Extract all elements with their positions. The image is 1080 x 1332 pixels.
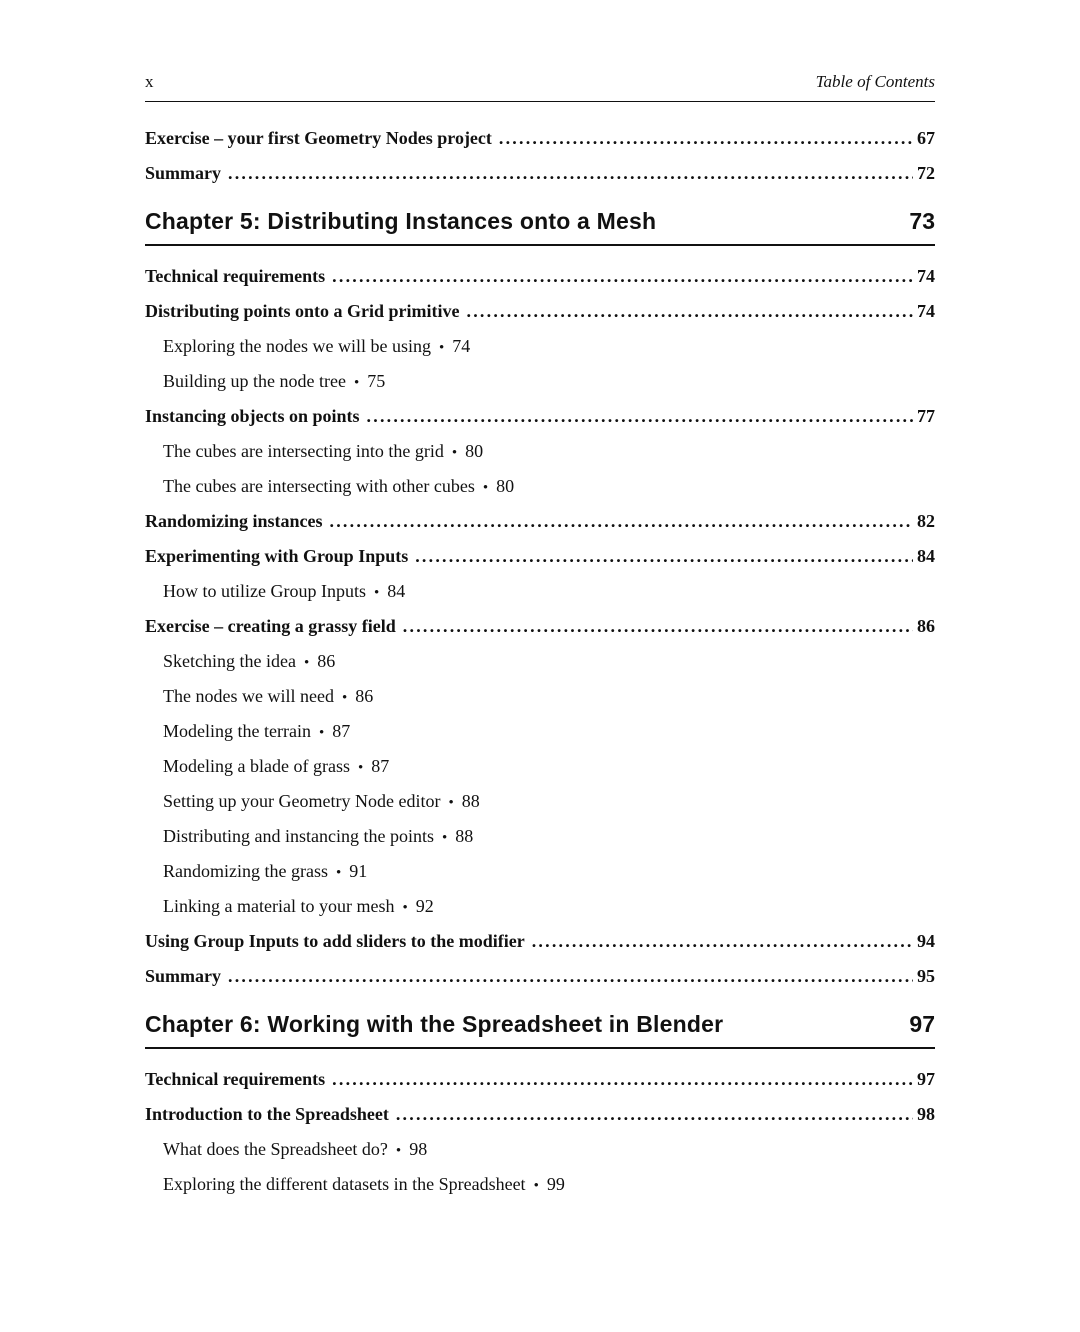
toc-entry-label: What does the Spreadsheet do? xyxy=(163,1139,388,1159)
toc-entry-page-number: 84 xyxy=(917,546,935,566)
toc-entry xyxy=(145,574,935,609)
toc-entry xyxy=(145,329,935,364)
bullet-separator: • xyxy=(395,1143,402,1159)
toc-entry xyxy=(145,1097,935,1132)
toc-entry-page-number: 82 xyxy=(917,511,935,531)
toc-entry-label: Exploring the nodes we will be using xyxy=(163,336,431,356)
dot-leader xyxy=(332,259,913,294)
dot-leader xyxy=(332,1062,913,1097)
toc-entry-page-number: 86 xyxy=(355,686,374,706)
toc-entry-label: The cubes are intersecting with other cubes xyxy=(163,476,475,496)
toc-entry-page-number: 99 xyxy=(546,1174,565,1194)
dot-leader xyxy=(467,294,913,329)
toc-entry-label: Exercise – your first Geometry Nodes project xyxy=(145,128,492,148)
chapter-page-number: 97 xyxy=(909,1011,935,1037)
chapter-title: Chapter 5: Distributing Instances onto a Mesh xyxy=(145,208,657,234)
dot-leader xyxy=(415,539,913,574)
dot-leader xyxy=(532,924,913,959)
toc-entry xyxy=(145,609,935,644)
bullet-separator: • xyxy=(402,900,408,916)
toc-entry-label: Distributing and instancing the points xyxy=(163,826,434,846)
toc-entry xyxy=(145,1132,935,1167)
toc-entry xyxy=(145,819,935,854)
toc-entry-page-number: 87 xyxy=(332,721,351,741)
bullet-separator: • xyxy=(303,655,310,671)
toc-entry xyxy=(145,121,935,156)
toc-entry-page-number: 80 xyxy=(465,441,484,461)
toc-entry-page-number: 80 xyxy=(496,476,515,496)
toc-entry xyxy=(145,469,935,504)
toc-entry-page-number: 95 xyxy=(917,966,935,986)
toc-entry-label: The cubes are intersecting into the grid xyxy=(163,441,444,461)
toc-entry xyxy=(145,156,935,191)
toc-entry-label: Sketching the idea xyxy=(163,651,296,671)
toc-entry-page-number: 98 xyxy=(409,1139,428,1159)
toc-entry-page-number: 94 xyxy=(917,931,935,951)
dot-leader xyxy=(499,121,913,156)
toc-entry xyxy=(145,539,935,574)
bullet-separator: • xyxy=(451,445,458,461)
toc-entry-page-number: 86 xyxy=(917,616,935,636)
toc-entry-label: Summary xyxy=(145,966,221,986)
toc-entry-label: Exploring the different datasets in the Spreadsheet xyxy=(163,1174,526,1194)
bullet-separator: • xyxy=(335,865,342,881)
toc-entry-label: How to utilize Group Inputs xyxy=(163,581,366,601)
chapter-heading xyxy=(145,1011,935,1049)
toc-entry xyxy=(145,749,935,784)
toc-entry xyxy=(145,504,935,539)
toc-entry-label: Exercise – creating a grassy field xyxy=(145,616,396,636)
toc-entry xyxy=(145,714,935,749)
bullet-separator: • xyxy=(341,690,348,706)
bullet-separator: • xyxy=(353,375,360,391)
toc-entry xyxy=(145,679,935,714)
toc-entry xyxy=(145,644,935,679)
toc-entry xyxy=(145,364,935,399)
dot-leader xyxy=(367,399,913,434)
running-header xyxy=(145,72,935,102)
toc-entry xyxy=(145,924,935,959)
toc-entry-label: Experimenting with Group Inputs xyxy=(145,546,409,566)
toc-entry-page-number: 67 xyxy=(917,128,935,148)
dot-leader xyxy=(403,609,913,644)
toc-entry-label: Building up the node tree xyxy=(163,371,346,391)
toc-entry xyxy=(145,259,935,294)
dot-leader xyxy=(228,156,913,191)
bullet-separator: • xyxy=(448,795,454,811)
chapter-heading xyxy=(145,208,935,246)
toc-entry xyxy=(145,784,935,819)
toc-entry-page-number: 97 xyxy=(917,1069,935,1089)
toc-entry-label: Randomizing the grass xyxy=(163,861,328,881)
toc-entry-label: Summary xyxy=(145,163,221,183)
toc-entry xyxy=(145,294,935,329)
toc-entry xyxy=(145,959,935,994)
toc-entry-page-number: 72 xyxy=(917,163,935,183)
page-folio: x xyxy=(145,72,154,91)
toc-entry-label: Technical requirements xyxy=(145,266,326,286)
toc-entry-page-number: 75 xyxy=(367,371,386,391)
toc-entry-label: Modeling a blade of grass xyxy=(163,756,350,776)
toc-entry xyxy=(145,1062,935,1097)
toc-entry-label: Modeling the terrain xyxy=(163,721,311,741)
toc-entry-label: Randomizing instances xyxy=(145,511,323,531)
toc-entry-page-number: 86 xyxy=(317,651,336,671)
toc-entry-label: Technical requirements xyxy=(145,1069,326,1089)
toc-entry-page-number: 84 xyxy=(387,581,406,601)
toc-entry-label: Setting up your Geometry Node editor xyxy=(163,791,441,811)
toc-entry xyxy=(145,1167,935,1202)
toc-entry-page-number: 87 xyxy=(371,756,390,776)
toc-entry xyxy=(145,434,935,469)
toc-entry-page-number: 77 xyxy=(917,406,935,426)
toc-entry-label: Linking a material to your mesh xyxy=(163,896,395,916)
toc-entry-label: The nodes we will need xyxy=(163,686,334,706)
toc-entry-label: Using Group Inputs to add sliders to the modifier xyxy=(145,931,525,951)
chapter-title: Chapter 6: Working with the Spreadsheet in Blender xyxy=(145,1011,724,1037)
toc-entry-page-number: 98 xyxy=(917,1104,935,1124)
toc-entry-page-number: 91 xyxy=(349,861,368,881)
toc-entry xyxy=(145,889,935,924)
dot-leader xyxy=(330,504,913,539)
toc-entry-page-number: 92 xyxy=(415,896,434,916)
bullet-separator: • xyxy=(373,585,380,601)
bullet-separator: • xyxy=(438,340,445,356)
toc-entry-page-number: 88 xyxy=(455,826,474,846)
bullet-separator: • xyxy=(482,480,489,496)
toc xyxy=(145,102,935,1202)
toc-entry-page-number: 74 xyxy=(917,266,935,286)
toc-entry-label: Instancing objects on points xyxy=(145,406,360,426)
toc-entry-label: Introduction to the Spreadsheet xyxy=(145,1104,389,1124)
bullet-separator: • xyxy=(357,760,364,776)
toc-entry-page-number: 74 xyxy=(452,336,471,356)
bullet-separator: • xyxy=(318,725,325,741)
toc-entry-page-number: 74 xyxy=(917,301,935,321)
toc-entry xyxy=(145,399,935,434)
bullet-separator: • xyxy=(533,1178,539,1194)
toc-entry xyxy=(145,854,935,889)
toc-entry-page-number: 88 xyxy=(461,791,480,811)
bullet-separator: • xyxy=(441,830,448,846)
chapter-page-number: 73 xyxy=(909,208,935,234)
dot-leader xyxy=(396,1097,913,1132)
toc-entry-label: Distributing points onto a Grid primitive xyxy=(145,301,460,321)
running-title: Table of Contents xyxy=(815,72,935,91)
dot-leader xyxy=(228,959,913,994)
